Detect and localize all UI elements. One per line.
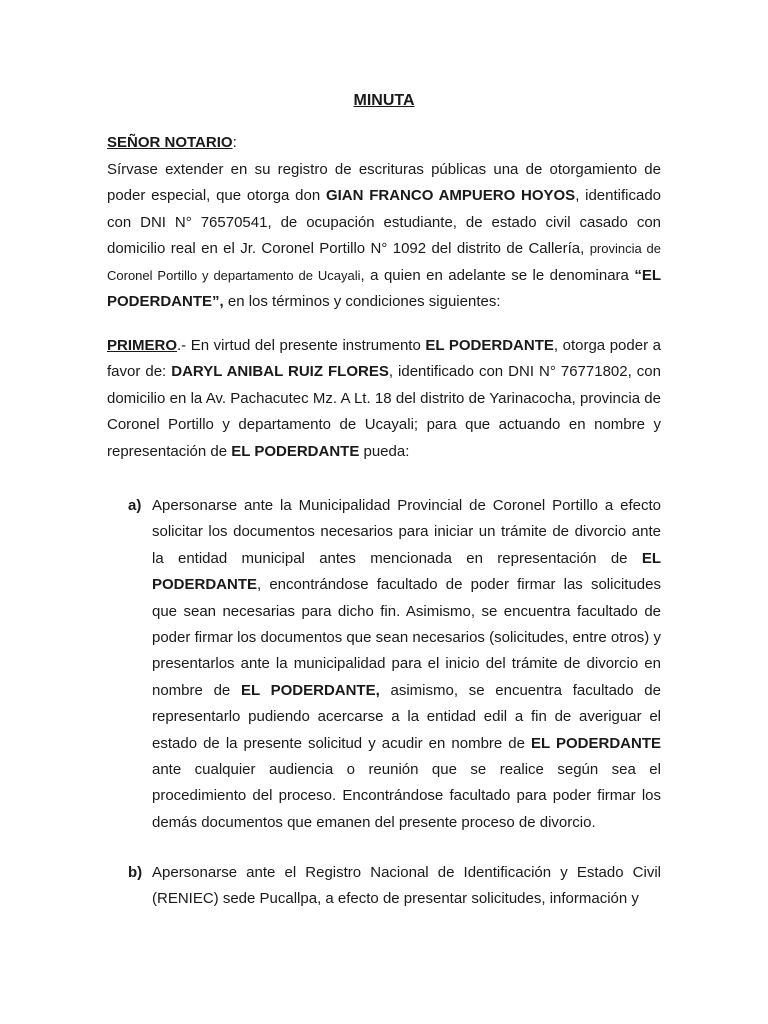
list-marker-a: a) xyxy=(128,497,142,514)
salutation-colon: : xyxy=(232,134,237,151)
attorney-name: DARYL ANIBAL RUIZ FLORES xyxy=(171,363,389,381)
grantor-name: GIAN FRANCO AMPUERO HOYOS xyxy=(325,187,576,205)
primero-bold-1: EL PODERDANTE xyxy=(425,337,554,354)
document-title: MINUTA xyxy=(353,92,415,109)
item-a-text-2: , encontrándose facultado de poder firmar las solicitudes que sean necesarias para dicho fin. Asimismo, se encuentra facultado de poder firmar los documentos que sean necesarios (solicitudes, entre otros) y presentarlos ante la municipalidad para el inicio del trámite de divorcio en nombre de xyxy=(152,576,661,699)
item-a-bold-3: EL PODERDANTE xyxy=(531,734,661,752)
intro-text-small: provincia de Coronel Portillo y departamento de Ucayali xyxy=(107,241,661,283)
intro-text-4: , a quien en adelante se le denominara xyxy=(360,266,635,284)
primero-text-2: , otorga poder a favor de: xyxy=(107,337,661,381)
list-marker-b: b) xyxy=(128,864,143,881)
clause-primero-heading: PRIMERO xyxy=(107,337,178,354)
intro-text-5: en los términos y condiciones siguientes: xyxy=(223,293,501,311)
item-a-bold-2: EL PODERDANTE, xyxy=(240,681,380,699)
item-b-text-1: Apersonarse ante el Registro Nacional de Identificación y Estado Civil (RENIEC) sede Pucallpa, a efecto de presentar solicitudes, información y xyxy=(152,864,661,908)
list-item-b-text xyxy=(152,860,661,913)
item-a-bold-1: EL PODERDANTE xyxy=(152,549,661,594)
grantor-designation: “EL PODERDANTE”, xyxy=(107,266,661,311)
item-a-text-3: asimismo, se encuentra facultado de representarlo pudiendo acercarse a la entidad edil a fin de averiguar el estado de la presente solicitud y acudir en nombre de xyxy=(152,681,661,752)
salutation xyxy=(107,130,661,156)
intro-text-2: , identificado con DNI N° 76570541, de ocupación estudiante, de estado civil casado con domicilio real en el Jr. Coronel Portillo N° 1092 del distrito de Callería, xyxy=(107,187,661,258)
intro-paragraph xyxy=(107,157,661,315)
intro-text-1: Sírvase extender en su registro de escrituras públicas una de otorgamiento de poder especial, que otorga don xyxy=(107,161,661,205)
list-item-a-text xyxy=(152,493,661,836)
salutation-label: SEÑOR NOTARIO xyxy=(107,134,233,151)
item-a-text-4: ante cualquier audiencia o reunión que se realice según sea el procedimiento del proceso. Encontrándose facultado para poder firmar los demás documentos que emanen del presente proceso de divorcio. xyxy=(152,761,661,831)
primero-text-1: .- En virtud del presente instrumento xyxy=(177,337,426,354)
primero-text-4: pueda: xyxy=(359,442,410,460)
primero-text-3: , identificado con DNI N° 76771802, con domicilio en la Av. Pachacutec Mz. A Lt. 18 del distrito de Yarinacocha, provincia de Coronel Portillo y departamento de Ucayali; para que actuando en nombre y representación de xyxy=(107,363,661,460)
clause-primero xyxy=(107,333,661,465)
primero-bold-2: EL PODERDANTE xyxy=(231,442,360,460)
item-a-text-1: Apersonarse ante la Municipalidad Provincial de Coronel Portillo a efecto solicitar los documentos necesarios para iniciar un trámite de divorcio ante la entidad municipal antes mencionada en representación de xyxy=(152,497,661,567)
